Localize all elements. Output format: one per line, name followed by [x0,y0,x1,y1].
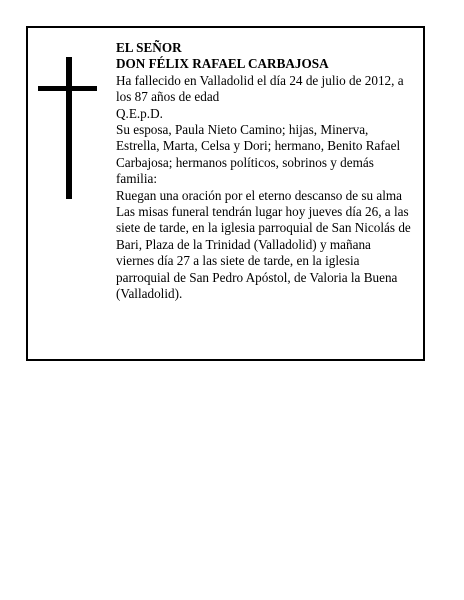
body-line: Ruegan una oración por el eterno descanso de su alma [116,187,402,203]
body-line: los 87 años de edad [116,89,220,105]
body-line: parroquial de San Pedro Apóstol, de Valoria la Buena [116,269,398,285]
cross-horizontal-bar [38,86,97,91]
deceased-name: DON FÉLIX RAFAEL CARBAJOSA [116,56,329,72]
body-line: viernes día 27 a las siete de tarde, en la iglesia [116,253,360,269]
body-line: Las misas funeral tendrán lugar hoy jueves día 26, a las [116,204,409,220]
obituary-notice [26,26,425,361]
body-line: Bari, Plaza de la Trinidad (Valladolid) y mañana [116,236,371,252]
body-line: familia: [116,171,158,187]
body-line: siete de tarde, en la iglesia parroquial de San Nicolás de [116,220,411,236]
body-line: (Valladolid). [116,286,183,302]
body-line: Estrella, Marta, Celsa y Dori; hermano, Benito Rafael [116,138,401,154]
body-line: Su esposa, Paula Nieto Camino; hijas, Minerva, [116,122,369,138]
obituary-text [116,40,420,303]
body-line: Q.E.p.D. [116,105,163,121]
body-line: Ha fallecido en Valladolid el día 24 de julio de 2012, a [116,72,404,88]
title-line-1: EL SEÑOR [116,40,182,55]
body-line: Carbajosa; hermanos políticos, sobrinos y demás [116,154,374,170]
cross-vertical-bar [66,57,72,199]
